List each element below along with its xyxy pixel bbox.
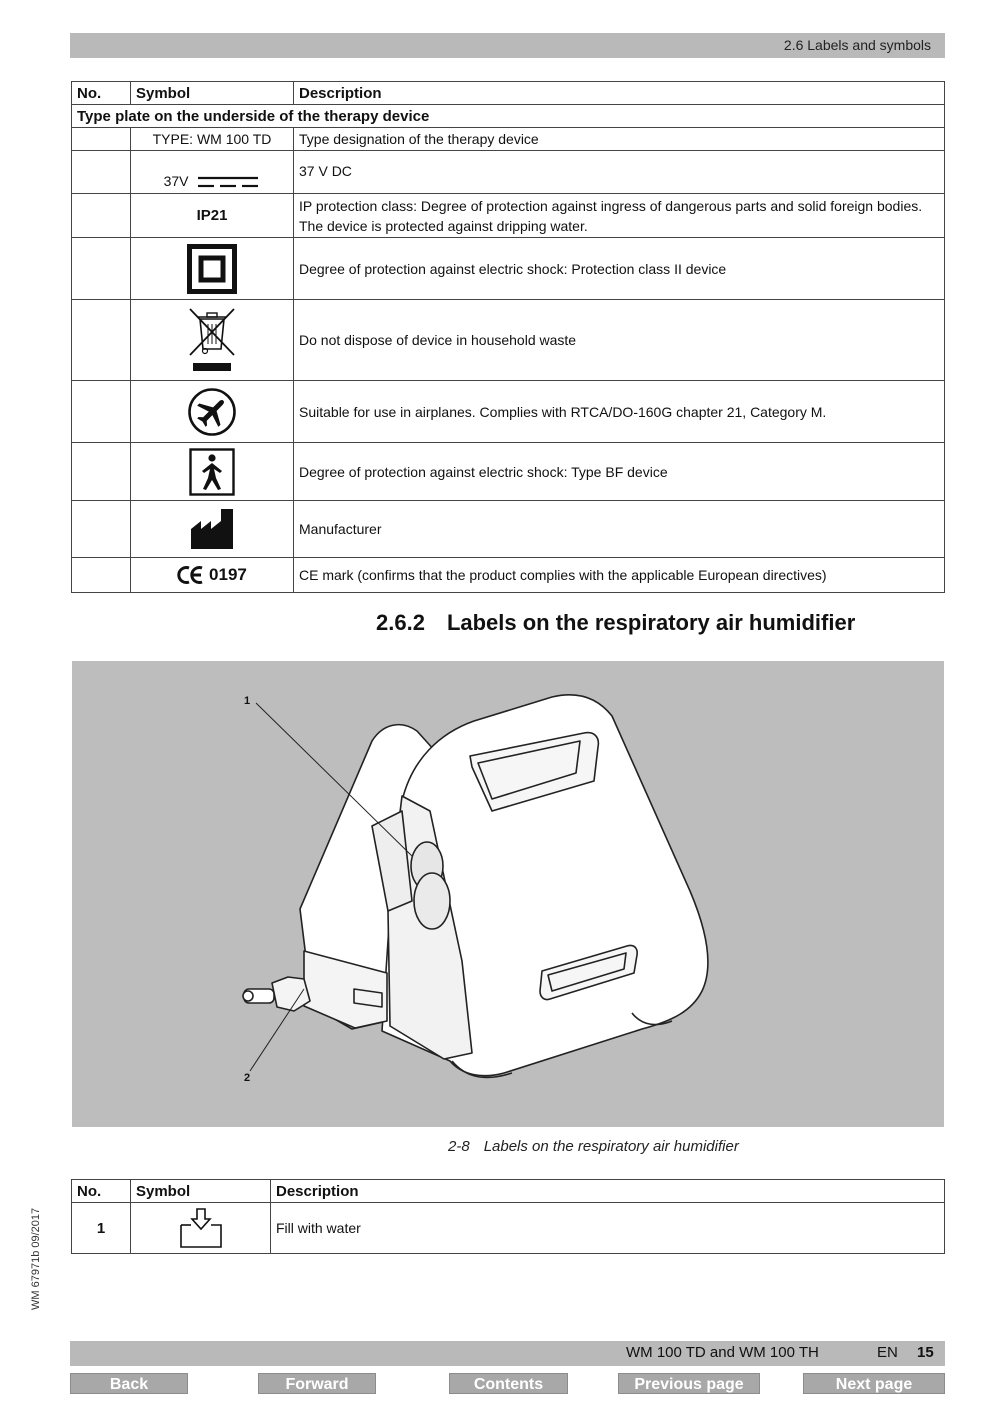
row-no [72, 128, 131, 151]
section-number: 2.6.2 [376, 610, 425, 635]
symbol-cell [131, 381, 294, 443]
section-heading: Type plate on the underside of the therapy device [72, 105, 945, 128]
row-no [72, 558, 131, 593]
row-description: Suitable for use in airplanes. Complies with RTCA/DO-160G chapter 21, Category M. [294, 381, 945, 443]
col-header-description: Description [271, 1180, 945, 1203]
table-row [72, 1203, 945, 1254]
row-description: Degree of protection against electric shock: Type BF device [294, 443, 945, 501]
fill-with-water-icon [178, 1207, 224, 1249]
table-row [72, 128, 945, 151]
next-page-button[interactable]: Next page [803, 1373, 945, 1394]
table-row [72, 501, 945, 558]
row-description: CE mark (confirms that the product complies with the applicable European directives) [294, 558, 945, 593]
symbol-cell [131, 238, 294, 300]
row-no [72, 300, 131, 381]
ce-number: 0197 [209, 565, 247, 584]
row-description: IP protection class: Degree of protection against ingress of dangerous parts and solid foreign bodies. The device is protected against dripping water. [294, 194, 945, 238]
table-row [72, 558, 945, 593]
callout-2: 2 [244, 1072, 251, 1084]
humidifier-labels-table [71, 1179, 945, 1254]
row-description: Type designation of the therapy device [294, 128, 945, 151]
row-description: Degree of protection against electric shock: Protection class II device [294, 238, 945, 300]
voltage-text: 37V [163, 172, 189, 189]
table-row [72, 238, 945, 300]
symbol-cell [131, 443, 294, 501]
col-header-no: No. [72, 82, 131, 105]
previous-page-button[interactable]: Previous page [618, 1373, 760, 1394]
symbol-cell [131, 558, 294, 593]
section-heading-text: Labels on the respiratory air humidifier [446, 610, 856, 635]
table-row [72, 381, 945, 443]
figure-caption [448, 1138, 739, 1155]
callout-1: 1 [244, 695, 251, 707]
symbol-type-text: TYPE: WM 100 TD [131, 128, 294, 151]
row-no [72, 443, 131, 501]
forward-button[interactable]: Forward [258, 1373, 376, 1394]
manufacturer-icon [189, 507, 235, 551]
row-no [72, 194, 131, 238]
type-bf-icon [189, 448, 235, 496]
humidifier-illustration [72, 661, 944, 1127]
contents-button[interactable]: Contents [449, 1373, 568, 1394]
footer-bar [70, 1341, 945, 1366]
row-description: Do not dispose of device in household waste [294, 300, 945, 381]
footer-language: EN [877, 1344, 898, 1361]
col-header-no: No. [72, 1180, 131, 1203]
row-no [72, 381, 131, 443]
col-header-symbol: Symbol [131, 1180, 271, 1203]
col-header-description: Description [294, 82, 945, 105]
symbol-ip21: IP21 [131, 194, 294, 238]
row-description: 37 V DC [294, 151, 945, 194]
dc-voltage-icon [196, 174, 260, 190]
document-code: WM 67971b 09/2017 [30, 1207, 42, 1310]
symbol-cell [131, 151, 294, 194]
humidifier-figure [72, 661, 944, 1127]
row-description: Manufacturer [294, 501, 945, 558]
table-header-row [72, 1180, 945, 1203]
footer-page-number: 15 [917, 1344, 934, 1361]
row-description: Fill with water [271, 1203, 945, 1254]
row-no: 1 [72, 1203, 131, 1254]
symbol-cell [131, 1203, 271, 1254]
back-button[interactable]: Back [70, 1373, 188, 1394]
table-row [72, 151, 945, 194]
header-section-title: 2.6 Labels and symbols [783, 37, 931, 53]
protection-class-ii-icon [187, 244, 237, 294]
section-title [376, 610, 855, 636]
symbol-cell [131, 300, 294, 381]
symbol-cell [131, 501, 294, 558]
ce-mark-icon [177, 565, 205, 585]
airplane-icon [187, 387, 237, 437]
table-section-row [72, 105, 945, 128]
table-header-row [72, 82, 945, 105]
row-no [72, 238, 131, 300]
row-no [72, 151, 131, 194]
table-row [72, 443, 945, 501]
row-no [72, 501, 131, 558]
table-row [72, 194, 945, 238]
header-bar [70, 33, 945, 58]
weee-crossed-bin-icon [186, 307, 238, 373]
table-row [72, 300, 945, 381]
col-header-symbol: Symbol [131, 82, 294, 105]
footer-title: WM 100 TD and WM 100 TH [626, 1344, 819, 1361]
symbols-table [71, 81, 945, 593]
figure-number: 2-8 [448, 1138, 470, 1155]
figure-caption-text: Labels on the respiratory air humidifier [483, 1138, 739, 1155]
